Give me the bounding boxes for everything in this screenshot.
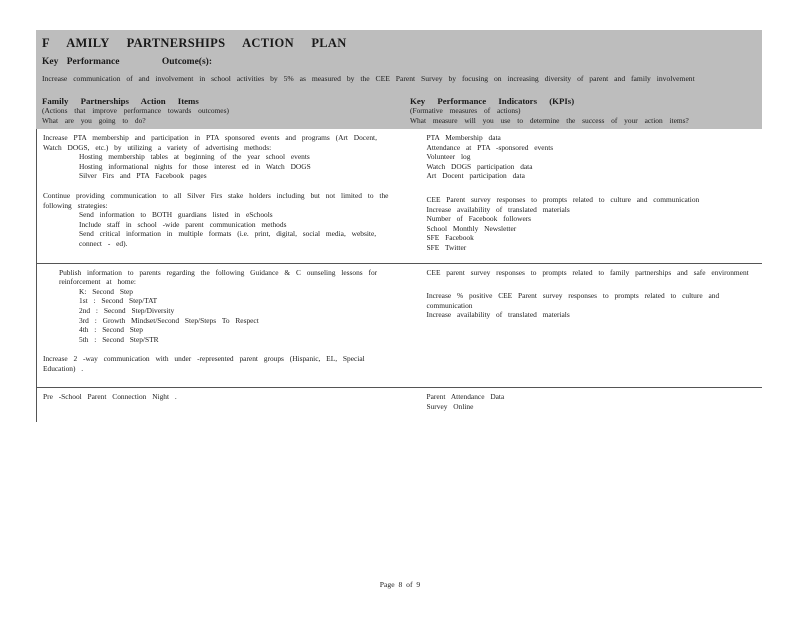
kpi-text: Art Docent participation data [426,171,525,181]
key-performance-label: Key Performance [42,57,120,67]
bullet-icon [63,210,79,220]
sub-bullet-text: 2nd : Second Step/Diversity [79,305,175,315]
sub-bullet-item [43,171,399,181]
bullet-icon [411,402,427,412]
sub-bullet-item [43,152,399,162]
left-column-title: Family Partnerships Action Items [42,96,199,106]
bullet-icon [411,291,427,310]
kpi-text: Watch DOGS participation data [426,161,533,171]
bullet-icon [63,306,79,316]
bullet-icon [411,268,427,278]
kpi-text: School Monthly Newsletter [426,223,517,233]
kpi-group [411,291,757,320]
kpi-text: Parent Attendance Data [426,392,505,402]
action-items-cell [37,264,405,388]
action-item-text: Continue providing communication to all Silver Firs stake holders including but not limited to the following strategies: [43,190,389,210]
action-item-text: Increase PTA membership and participation in PTA sponsored events and programs (Art Docent, Watch DOGS, etc.) by utilizing a variety of advertising methods: [43,133,377,152]
action-item-text: Pre -School Parent Connection Night . [43,392,177,402]
action-item [43,191,399,249]
sub-bullet-text: Include staff in school -wide parent communication methods [79,219,287,229]
bullet-item [43,268,399,287]
action-items-cell [37,388,405,421]
kpi-text: Increase availability of translated materials [426,204,570,214]
kpi-text: SFE Twitter [426,242,467,252]
page-number: Page 8 of 9 [379,580,421,589]
sub-bullet-item [43,162,399,172]
action-item [43,133,399,181]
kpi-text: Increase availability of translated materials [426,310,570,320]
bullet-icon [411,233,427,243]
kpi-group [411,392,757,411]
bullet-icon [411,152,427,162]
outcomes-label: Outcome(s): [161,57,212,67]
sub-bullet-item [43,287,399,297]
right-column-subtitle: (Formative measures of actions) [410,106,521,115]
kpi-item [411,224,757,234]
sub-bullet-text: 4th : Second Step [79,325,143,335]
action-item-text: Publish information to parents regarding the following Guidance & C ounseling lessons for reinforcement at home: [59,267,378,287]
kpi-text: PTA Membership data [426,133,501,142]
sub-bullet-item [43,229,399,248]
kpi-item [411,310,757,320]
bullet-icon [411,171,427,181]
sub-bullet-text: Hosting membership tables at beginning of the year school events [79,152,310,162]
left-column-question: What are you going to do? [42,115,146,125]
bullet-icon [63,287,79,297]
table-row [36,129,762,264]
bullet-icon [63,220,79,230]
bullet-icon [411,205,427,215]
kpi-item [411,171,757,181]
kpi-item [411,162,757,172]
left-column-subtitle: (Actions that improve performance towards outcomes) [42,106,229,115]
kpi-item [411,133,757,143]
bullet-icon [63,325,79,335]
kpi-item [411,243,757,253]
kpi-text: SFE Facebook [426,233,474,243]
sub-bullet-item [43,335,399,345]
sub-bullet-text: Send critical information in multiple formats (i.e. print, digital, social media, website, connect - ed). [79,229,377,248]
right-column-title: Key Performance Indicators (KPIs) [410,96,575,106]
kpi-group [411,195,757,253]
sub-bullet-text: 3rd : Growth Mindset/Second Step/Steps To Respect [79,315,259,325]
document-page [36,30,762,422]
bullet-icon [63,229,79,248]
kpi-item [411,152,757,162]
kpi-item [411,392,757,402]
left-column-header [42,96,410,125]
kpi-item [411,195,757,205]
sub-bullet-text: Send information to BOTH guardians listed in eSchools [79,210,273,220]
kpi-cell [405,388,763,421]
kpi-item [411,143,757,153]
sub-bullet-item [43,325,399,335]
kpi-cell [405,264,763,388]
bullet-icon [63,162,79,172]
bullet-icon [411,224,427,234]
kpi-item [411,402,757,412]
action-plan-table [36,129,762,422]
bullet-icon [63,296,79,306]
bullet-icon [63,316,79,326]
kpi-item [411,291,757,310]
kpi-text: Increase % positive CEE Parent survey responses to prompts related to culture and communication [426,291,720,310]
kpi-item [411,214,757,224]
action-item [43,392,399,402]
bullet-icon [411,143,427,153]
kpi-cell [405,129,763,263]
sub-bullet-item [43,220,399,230]
bullet-icon [411,243,427,253]
table-row [36,264,762,389]
bullet-icon [411,310,427,320]
bullet-icon [43,268,59,287]
table-row [36,388,762,421]
action-item [43,268,399,345]
bullet-icon [411,162,427,172]
sub-bullet-text: 5th : Second Step/STR [79,334,159,344]
sub-bullet-item [43,306,399,316]
right-column-header [410,96,756,125]
sub-bullet-item [43,296,399,306]
sub-bullet-item [43,210,399,220]
kpi-text: Number of Facebook followers [426,214,532,224]
bullet-icon [411,133,427,143]
sub-bullet-text: 1st : Second Step/TAT [79,296,158,306]
sub-bullet-text: K: Second Step [79,286,133,296]
plan-header [36,30,762,129]
bullet-icon [63,335,79,345]
kpi-item [411,205,757,215]
bullet-icon [411,214,427,224]
kpi-group [411,268,757,278]
page-title: F AMILY PARTNERSHIPS ACTION PLAN [42,36,347,50]
kpi-text: CEE parent survey responses to prompts related to family partnerships and safe environment [426,267,749,277]
bullet-icon [411,195,427,205]
right-column-question: What measure will you use to determine the success of your action items? [410,115,689,125]
outcome-text: Increase communication of and involvement in school activities by 5% as measured by the CEE Parent Survey by focusing on increasing diversity of parent and family involvement [42,74,695,83]
kpi-text: Volunteer log [426,152,471,162]
bullet-icon [411,392,427,402]
kpi-item [411,233,757,243]
sub-bullet-text: Silver Firs and PTA Facebook pages [79,171,207,181]
action-items-cell [37,129,405,263]
kpi-text: CEE Parent survey responses to prompts related to culture and communication [426,194,700,204]
sub-bullet-item [43,316,399,326]
kpi-group [411,133,757,181]
bullet-icon [63,171,79,181]
action-item-text: Increase 2 -way communication with under -represented parent groups (Hispanic, EL, Special Education) . [43,354,365,373]
key-performance-outcomes [42,57,756,67]
action-item [43,354,399,373]
kpi-text: Attendance at PTA -sponsored events [426,142,554,152]
bullet-icon [63,152,79,162]
kpi-item [411,268,757,278]
sub-bullet-text: Hosting informational nights for those interest ed in Watch DOGS [79,161,311,171]
column-headers [42,96,756,125]
kpi-text: Survey Online [426,402,474,412]
